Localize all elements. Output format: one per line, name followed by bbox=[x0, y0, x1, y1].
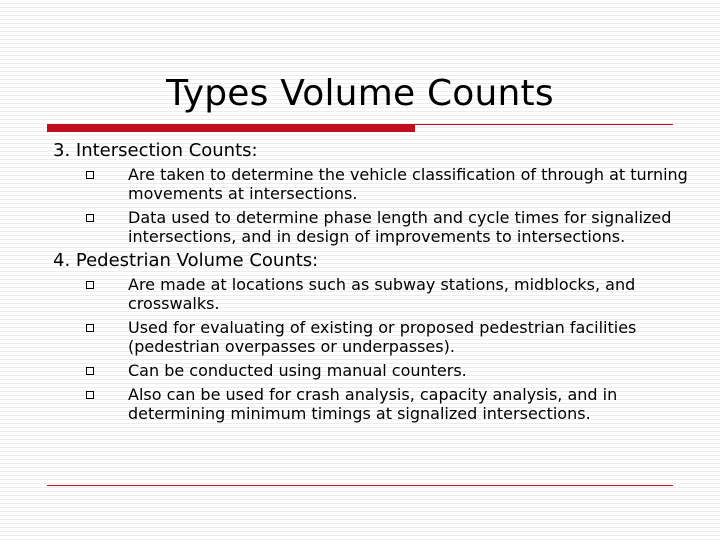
bullet-text: Are taken to determine the vehicle classification of through at turning movements at intersections. bbox=[128, 165, 688, 203]
pedestrian-volume-counts-list bbox=[53, 275, 693, 423]
square-bullet-icon bbox=[86, 281, 94, 289]
list-item bbox=[53, 165, 693, 203]
slide-title: Types Volume Counts bbox=[166, 73, 554, 114]
bullet-text: Data used to determine phase length and cycle times for signalized intersections, and in design of improvements to intersections. bbox=[128, 208, 672, 246]
square-bullet-icon bbox=[86, 214, 94, 222]
title-underline-thin bbox=[415, 124, 673, 125]
list-item bbox=[53, 385, 693, 423]
square-bullet-icon bbox=[86, 324, 94, 332]
square-bullet-icon bbox=[86, 171, 94, 179]
bullet-text: Used for evaluating of existing or proposed pedestrian facilities (pedestrian overpasses or underpasses). bbox=[128, 318, 637, 356]
bottom-rule bbox=[47, 485, 673, 486]
title-underline-accent bbox=[47, 124, 415, 132]
section-heading-intersection-counts: 3. Intersection Counts: bbox=[53, 140, 258, 161]
bullet-text: Are made at locations such as subway stations, midblocks, and crosswalks. bbox=[128, 275, 636, 313]
list-item bbox=[53, 208, 693, 246]
intersection-counts-list bbox=[53, 165, 693, 246]
list-item bbox=[53, 275, 693, 313]
list-item bbox=[53, 318, 693, 356]
section-heading-pedestrian-volume-counts: 4. Pedestrian Volume Counts: bbox=[53, 250, 319, 271]
list-item bbox=[53, 361, 693, 380]
bullet-text: Can be conducted using manual counters. bbox=[128, 361, 467, 380]
slide-content bbox=[53, 141, 693, 428]
square-bullet-icon bbox=[86, 391, 94, 399]
bullet-text: Also can be used for crash analysis, capacity analysis, and in determining minimum timings at signalized intersections. bbox=[128, 385, 618, 423]
square-bullet-icon bbox=[86, 367, 94, 375]
